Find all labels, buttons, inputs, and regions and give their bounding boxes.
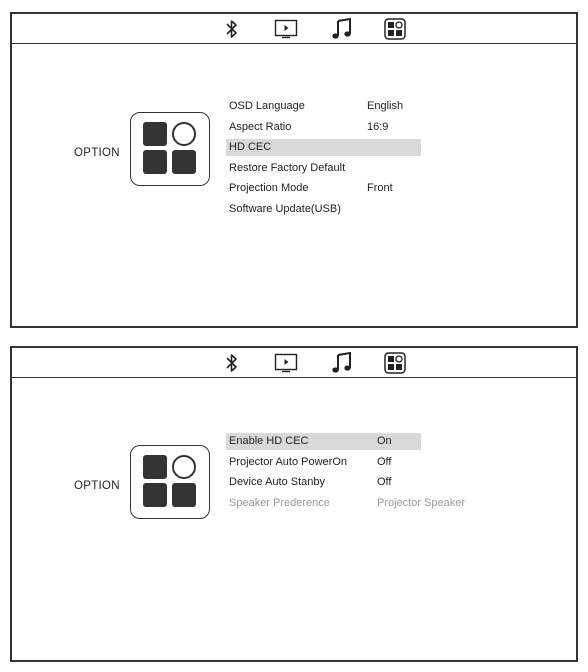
option-grid-icon (130, 112, 210, 186)
grid-square-icon (143, 455, 167, 479)
option-grid-icon (130, 445, 210, 519)
grid-circle-icon (172, 455, 196, 479)
menu-item-restore-factory-default[interactable] (226, 160, 421, 177)
grid-square-icon (143, 150, 167, 174)
grid-circle-icon (172, 122, 196, 146)
settings-panel-main (10, 12, 578, 328)
tab-bluetooth[interactable] (219, 17, 245, 41)
tab-bluetooth[interactable] (219, 351, 245, 375)
menu-item-label: HD CEC (229, 141, 272, 153)
tab-music[interactable] (329, 17, 355, 41)
menu-item-projection-mode[interactable] (226, 180, 421, 197)
menu-item-device-auto-standby[interactable] (226, 474, 421, 491)
menu-item-value: 16:9 (367, 120, 389, 133)
option-menu-list (226, 98, 421, 221)
menu-item-label: Restore Factory Default (229, 161, 346, 174)
top-tab-bar (12, 348, 576, 378)
menu-item-enable-hd-cec[interactable] (226, 433, 421, 450)
menu-item-value: Front (367, 182, 393, 194)
bluetooth-icon (225, 19, 239, 39)
menu-item-osd-language[interactable] (226, 98, 421, 115)
menu-item-value: Projector Speaker (377, 496, 466, 509)
tab-option[interactable] (382, 17, 408, 41)
menu-item-label: Device Auto Stanby (229, 476, 326, 488)
menu-item-label: Enable HD CEC (229, 435, 309, 447)
grid-square-icon (172, 150, 196, 174)
menu-item-label: Projector Auto PowerOn (229, 455, 348, 468)
tab-music[interactable] (329, 351, 355, 375)
tab-media[interactable] (273, 17, 299, 41)
option-icon (384, 18, 406, 40)
bluetooth-icon (225, 353, 239, 373)
menu-item-label: Projection Mode (229, 182, 309, 194)
tab-media[interactable] (273, 351, 299, 375)
menu-item-value: English (367, 100, 404, 112)
menu-item-value: On (377, 435, 392, 447)
menu-item-projector-auto-poweron[interactable] (226, 454, 421, 471)
hd-cec-menu-list (226, 433, 466, 515)
music-icon (330, 18, 354, 40)
menu-item-hd-cec[interactable] (226, 139, 421, 156)
top-tab-bar (12, 14, 576, 44)
menu-item-label: Aspect Ratio (229, 120, 292, 133)
menu-item-speaker-preference (226, 495, 466, 512)
option-label: OPTION (74, 147, 120, 159)
settings-panel-hd-cec (10, 346, 578, 662)
media-player-icon (274, 19, 298, 39)
menu-item-software-update[interactable] (226, 201, 421, 218)
menu-item-label: OSD Language (229, 100, 305, 112)
music-icon (330, 352, 354, 374)
grid-square-icon (143, 122, 167, 146)
option-icon (384, 352, 406, 374)
tab-option[interactable] (382, 351, 408, 375)
media-player-icon (274, 353, 298, 373)
menu-item-aspect-ratio[interactable] (226, 119, 421, 136)
grid-square-icon (143, 483, 167, 507)
menu-item-label: Software Update(USB) (229, 202, 341, 215)
option-label: OPTION (74, 480, 120, 492)
grid-square-icon (172, 483, 196, 507)
menu-item-value: Off (377, 476, 392, 488)
menu-item-value: Off (377, 455, 392, 468)
menu-item-label: Speaker Prederence (229, 496, 330, 509)
